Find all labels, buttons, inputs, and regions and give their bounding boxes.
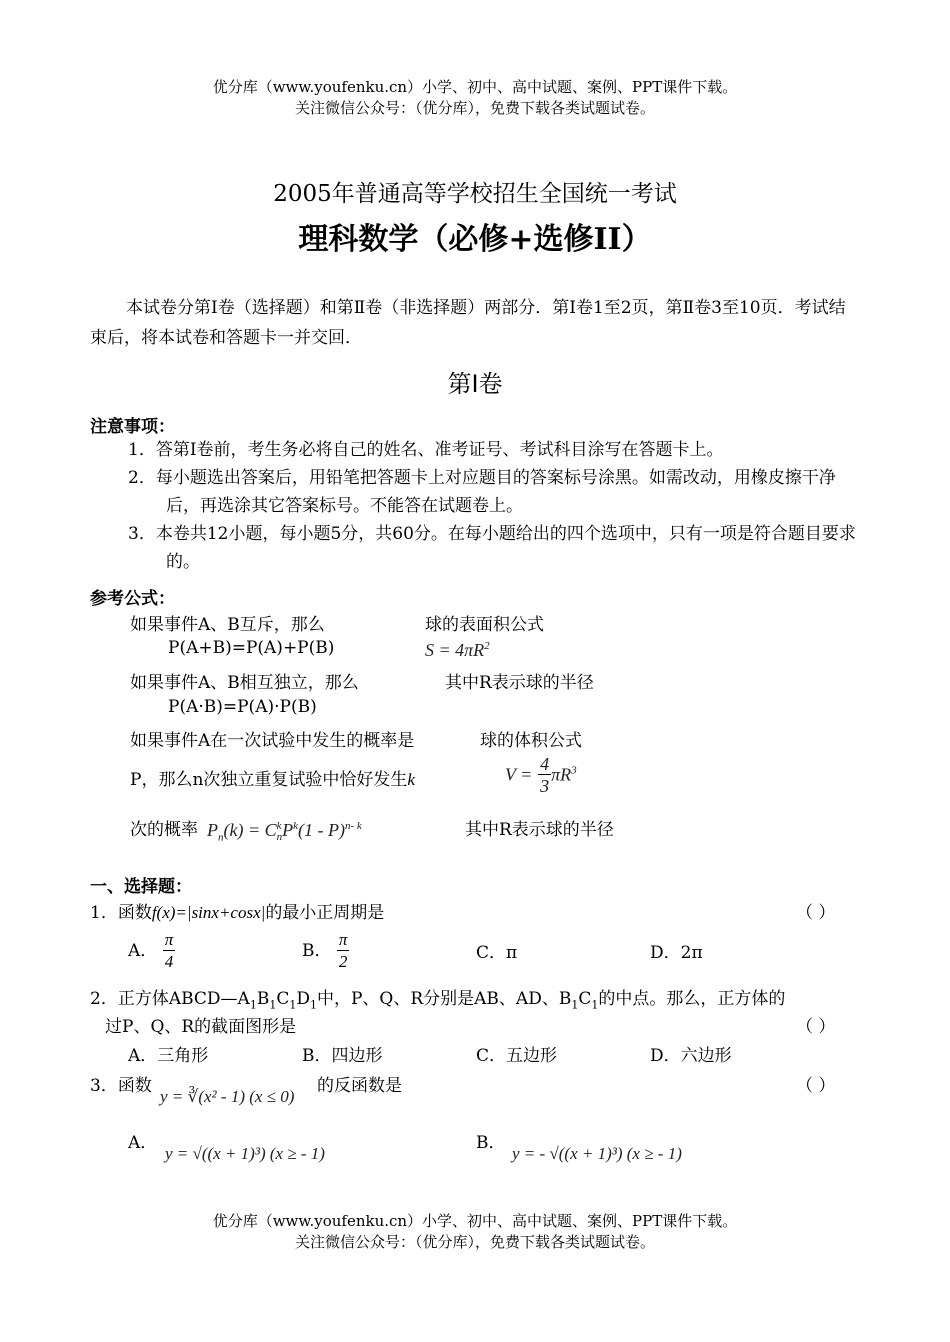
q1-option-b-fraction — [337, 930, 350, 973]
q3-option-a: y = √((x + 1)³) (x ≥ - 1) — [165, 1144, 325, 1163]
formula-sphere-area-label: 球的表面积公式 — [425, 615, 544, 635]
notes-list — [128, 436, 863, 576]
section-title: 第I卷 — [447, 370, 503, 398]
q2-sub-f: 1 — [591, 998, 599, 1012]
q1-option-a — [128, 930, 175, 973]
notes-heading: 注意事项： — [90, 417, 175, 437]
q2-a: 2．正方体ABCD—A — [90, 989, 250, 1009]
q2-option-d: D．六边形 — [650, 1046, 732, 1066]
formula-sphere-volume-label: 球的体积公式 — [480, 731, 582, 751]
q1-b-num: π — [338, 930, 348, 949]
formula-bernoulli-text-2 — [130, 765, 415, 790]
note-item-3: 3．本卷共12小题，每小题5分，共60分。在每小题给出的四个选项中，只有一项是符合题目要求的。 — [128, 524, 856, 572]
q1-option-b-label: B． — [302, 941, 332, 961]
intro-paragraph: 本试卷分第Ⅰ卷（选择题）和第Ⅱ卷（非选择题）两部分．第Ⅰ卷1至2页，第Ⅱ卷3至10页．考试结束后，将本试卷和答题卡一并交回． — [90, 298, 846, 348]
volume-exp: 3 — [571, 764, 577, 777]
q2-option-b: B．四边形 — [302, 1046, 383, 1066]
question-2-stem-line-2: 过P、Q、R的截面图形是 — [105, 1017, 297, 1037]
q2-option-a: A．三角形 — [128, 1046, 209, 1066]
question-3-answer-paren: （ ） — [796, 1076, 836, 1096]
q1-function: f(x)=|sinx+cosx| — [151, 903, 266, 922]
q2-sub-d: 1 — [309, 998, 317, 1012]
note-item-2: 2．每小题选出答案后，用铅笔把答题卡上对应题目的答案标号涂黑。如需改动，用橡皮擦干净后，再选涂其它答案标号。不能答在试题卷上。 — [128, 468, 836, 516]
q2-g: 的中点。那么，正方体的 — [598, 989, 786, 1009]
binomial-n: n — [218, 831, 224, 844]
q3-option-a-label: A． — [128, 1133, 158, 1153]
volume-fraction — [538, 754, 551, 797]
q1-option-a-label: A． — [128, 941, 158, 961]
q1-option-b — [302, 930, 349, 973]
header-line-1: 优分库（www.youfenku.cn）小学、初中、高中试题、案例、PPT课件下载。 — [212, 78, 738, 96]
binomial-p-sup: k — [293, 820, 299, 832]
q2-b: B — [256, 989, 270, 1009]
formulas-heading: 参考公式： — [90, 589, 175, 609]
q2-sub-c: 1 — [289, 998, 297, 1012]
footer-line-2: 关注微信公众号：（优分库），免费下载各类试题试卷。 — [294, 1233, 655, 1251]
formula-indep-text: 如果事件A、B相互独立，那么 — [130, 673, 359, 693]
formula-sphere-volume — [505, 754, 577, 797]
q3-function: y = ∛(x² - 1) (x ≤ 0) — [160, 1087, 295, 1106]
binomial-tail: (1 - P) — [298, 820, 346, 840]
q1-b-den: 2 — [338, 952, 348, 971]
volume-lhs: V = — [505, 764, 533, 785]
volume-num: 4 — [540, 754, 550, 774]
formula-bernoulli-label: 次的概率 — [130, 820, 198, 840]
binomial-p: P — [207, 820, 218, 840]
q3-option-b-label: B． — [476, 1133, 506, 1153]
q1-stem-b: 的最小正周期是 — [265, 903, 385, 923]
q1-a-num: π — [164, 930, 174, 949]
formula-bernoulli-text-1: 如果事件A在一次试验中发生的概率是 — [130, 731, 415, 751]
sphere-area-expr: S = 4πR — [425, 640, 485, 660]
q1-stem-a: 1．函数 — [90, 903, 152, 923]
binomial-c-sub: n — [276, 830, 283, 843]
formula-radius-note-1: 其中R表示球的半径 — [445, 673, 594, 693]
q2-sub-e: 1 — [571, 998, 579, 1012]
bernoulli-text: P，那么n次独立重复试验中恰好发生 — [130, 770, 408, 790]
bernoulli-k: k — [407, 770, 415, 789]
question-2-stem-line-1 — [90, 984, 785, 1011]
volume-pir: πR — [551, 764, 572, 785]
binomial-tail-sup: n- k — [345, 820, 362, 832]
q2-c: C — [276, 989, 290, 1009]
formula-mutex-text: 如果事件A、B互斥，那么 — [130, 615, 325, 635]
exam-title: 2005年普通高等学校招生全国统一考试 — [273, 181, 677, 207]
question-1-answer-paren: （ ） — [796, 903, 836, 923]
q1-option-d: D．2π — [650, 943, 703, 963]
choice-section-heading: 一、选择题： — [90, 877, 192, 897]
binomial-arg: (k) = C — [223, 820, 277, 840]
q3-stem-b: 的反函数是 — [317, 1076, 402, 1096]
formula-mutex: P(A+B)=P(A)+P(B) — [168, 638, 335, 658]
q2-e: 中，P、Q、R分别是AB、AD、B — [316, 989, 572, 1009]
question-2-answer-paren: （ ） — [796, 1017, 836, 1037]
q1-option-c: C．π — [476, 943, 518, 963]
formula-sphere-area — [425, 640, 490, 661]
q3-stem-a: 3．函数 — [90, 1076, 152, 1096]
q1-option-a-fraction — [163, 930, 176, 973]
note-item-1: 1．答第I卷前，考生务必将自己的姓名、准考证号、考试科目涂写在答题卡上。 — [128, 440, 724, 460]
formula-indep: P(A·B)=P(A)·P(B) — [168, 697, 317, 717]
sphere-area-exp: 2 — [484, 640, 490, 652]
q2-sub-a: 1 — [249, 998, 257, 1012]
formula-radius-note-2: 其中R表示球的半径 — [465, 820, 614, 840]
q2-sub-b: 1 — [269, 998, 277, 1012]
q2-f: C — [578, 989, 592, 1009]
header-line-2: 关注微信公众号：（优分库），免费下载各类试题试卷。 — [294, 99, 655, 117]
q1-a-den: 4 — [164, 952, 174, 971]
formula-binomial — [207, 820, 362, 844]
q2-d: D — [296, 989, 310, 1009]
volume-den: 3 — [540, 776, 550, 796]
footer-line-1: 优分库（www.youfenku.cn）小学、初中、高中试题、案例、PPT课件下载。 — [212, 1212, 738, 1230]
binomial-p2: P — [282, 820, 294, 840]
q2-option-c: C．五边形 — [476, 1046, 558, 1066]
question-1-stem — [90, 898, 384, 923]
exam-subtitle: 理科数学（必修+选修II） — [298, 222, 652, 257]
q3-option-b: y = - √((x + 1)³) (x ≥ - 1) — [512, 1144, 682, 1163]
binomial-c-sup: k — [276, 819, 282, 832]
